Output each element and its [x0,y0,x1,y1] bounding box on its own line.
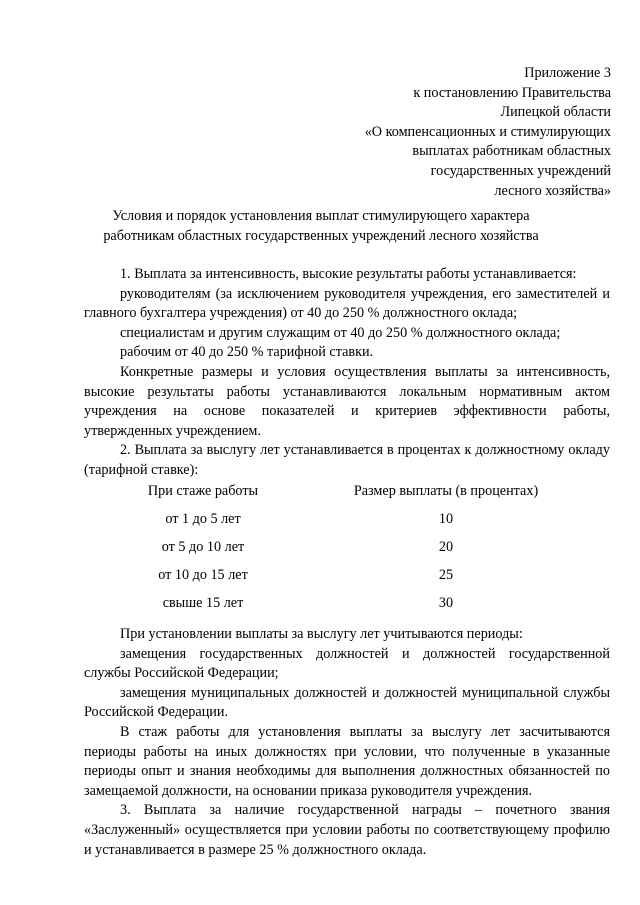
paragraph: 3. Выплата за наличие государственной награды – почетного звания «Заслуженный» осуществляется при условии работы по соответствующему профилю и устанавливается в размере 25 % должностного оклада. [84,802,610,858]
title-line-1: Условия и порядок установления выплат стимулирующего характера [112,208,530,224]
paragraph: рабочим от 40 до 250 % тарифной ставки. [120,344,374,361]
table-cell: 10 [438,511,454,527]
paragraph: специалистам и другим служащим от 40 до 250 % должностного оклада; [120,324,561,341]
table-header-cell: Размер выплаты (в процентах) [353,483,539,499]
table-row [84,567,610,595]
paragraph: замещения государственных должностей и должностей государственной службы Российской Федерации; [84,645,610,682]
appendix-line: Липецкой области [500,104,611,121]
appendix-line: государственных учреждений [430,162,611,179]
document-title [84,207,558,246]
appendix-line: Приложение 3 [524,65,611,81]
table-cell: от 5 до 10 лет [161,539,245,555]
table-row [84,511,610,539]
appendix-line: выплатах работникам областных [412,143,611,160]
section-1 [84,265,610,481]
paragraph: 1. Выплата за интенсивность, высокие результаты работы устанавливается: [120,266,577,282]
appendix-line: лесного хозяйства» [494,182,611,199]
paragraph: При установлении выплаты за выслугу лет учитываются периоды: [120,626,523,642]
table-cell: от 10 до 15 лет [158,567,248,583]
paragraph: В стаж работы для установления выплаты за выслугу лет засчитываются периоды работы на иных должностях при условии, что полученные в указанные периоды опыт и знания необходимы для выполнения должностных обязанностей по замещаемой должности, на основании приказа руководителя учреждения. [84,723,610,799]
paragraph: Конкретные размеры и условия осуществления выплаты за интенсивность, высокие результаты работы устанавливаются локальным нормативным актом учреждения на основе показателей и критериев эффективности работы, утвержденных учреждением. [84,363,610,439]
table-row [84,539,610,567]
table-cell: 20 [438,539,454,555]
appendix-line: к постановлению Правительства [413,84,611,101]
appendix-line: «О компенсационных и стимулирующих [364,123,611,140]
paragraph: 2. Выплата за выслугу лет устанавливается в процентах к должностному окладу (тарифной ставке): [84,442,610,478]
paragraph: руководителям (за исключением руководителя учреждения, его заместителей и главного бухгалтера учреждения) от 40 до 250 % должностного оклада; [84,285,610,322]
section-2 [84,625,610,860]
table-cell: 30 [438,595,454,611]
paragraph: замещения муниципальных должностей и должностей муниципальной службы Российской Федерации. [84,684,610,721]
table-cell: свыше 15 лет [162,595,244,611]
table-row [84,595,610,623]
table-header-row [84,483,610,511]
appendix-header [365,64,611,201]
table-cell: 25 [438,567,454,583]
table-header-cell: При стаже работы [147,483,259,499]
table-cell: от 1 до 5 лет [165,511,241,527]
seniority-table [84,483,610,623]
title-line-2: работникам областных государственных учреждений лесного хозяйства [103,227,539,244]
